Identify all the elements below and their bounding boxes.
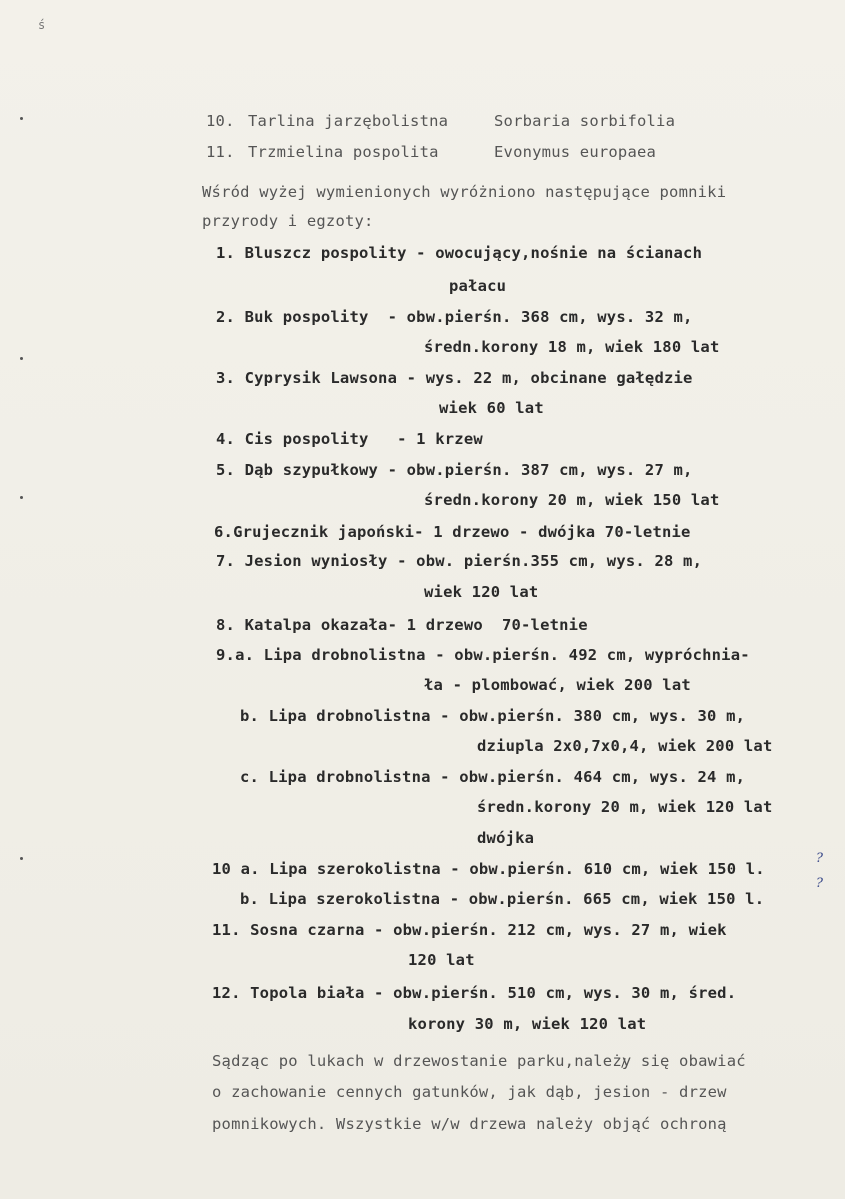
monument-line: ła - plombować, wiek 200 lat [424, 676, 691, 694]
monument-line: 1. Bluszcz pospolity - owocujący,nośnie na ścianach [216, 244, 703, 262]
handwritten-question-mark: ? [816, 851, 823, 866]
monument-line: b. Lipa drobnolistna - obw.pierśn. 380 cm, wys. 30 m, [240, 707, 746, 725]
polish-name: Trzmielina pospolita [248, 143, 439, 161]
monument-line: 11. Sosna czarna - obw.pierśn. 212 cm, wys. 27 m, wiek [212, 921, 727, 939]
monument-line: b. Lipa szerokolistna - obw.pierśn. 665 cm, wiek 150 l. [240, 890, 765, 908]
margin-dot [20, 496, 23, 499]
closing-line: o zachowanie cennych gatunków, jak dąb, jesion - drzew [212, 1083, 727, 1101]
item-number: 10. [206, 112, 235, 130]
monument-line: wiek 120 lat [424, 583, 539, 601]
monument-line: wiek 60 lat [439, 399, 544, 417]
monument-line: 120 lat [408, 951, 475, 969]
monument-line: korony 30 m, wiek 120 lat [408, 1015, 647, 1033]
latin-name: Evonymus europaea [494, 143, 657, 161]
monument-line: średn.korony 20 m, wiek 150 lat [424, 491, 720, 509]
monument-line: średn.korony 18 m, wiek 180 lat [424, 338, 720, 356]
margin-dot [20, 857, 23, 860]
monument-line: 5. Dąb szypułkowy - obw.pierśn. 387 cm, wys. 27 m, [216, 461, 693, 479]
polish-name: Tarlina jarzębolistna [248, 112, 449, 130]
monument-line: 7. Jesion wyniosły - obw. pierśn.355 cm, wys. 28 m, [216, 552, 703, 570]
handwritten-question-mark: ? [816, 876, 823, 891]
corner-mark: ś [38, 18, 46, 32]
closing-line: pomnikowych. Wszystkie w/w drzewa należy objąć ochroną [212, 1115, 727, 1133]
margin-dot [20, 357, 23, 360]
monument-line: 9.a. Lipa drobnolistna - obw.pierśn. 492 cm, wypróchnia- [216, 646, 750, 664]
item-number: 11. [206, 143, 235, 161]
monument-line: 6.Grujecznik japoński- 1 drzewo - dwójka 70-letnie [214, 523, 691, 541]
monument-line: dziupla 2x0,7x0,4, wiek 200 lat [477, 737, 773, 755]
monument-line: 8. Katalpa okazała- 1 drzewo 70-letnie [216, 616, 588, 634]
monument-line: średn.korony 20 m, wiek 120 lat [477, 798, 773, 816]
monument-line: 2. Buk pospolity - obw.pierśn. 368 cm, wys. 32 m, [216, 308, 693, 326]
monument-line: dwójka [477, 829, 535, 847]
latin-name: Sorbaria sorbifolia [494, 112, 676, 130]
closing-line: Sądząc po lukach w drzewostanie parku,należy się obawiać [212, 1052, 746, 1070]
monument-line: 10 a. Lipa szerokolistna - obw.pierśn. 610 cm, wiek 150 l. [212, 860, 765, 878]
intro-line: Wśród wyżej wymienionych wyróżniono następujące pomniki [202, 183, 727, 201]
monument-line: 3. Cyprysik Lawsona - wys. 22 m, obcinane gałędzie [216, 369, 693, 387]
monument-line: 4. Cis pospolity - 1 krzew [216, 430, 483, 448]
intro-line: przyrody i egzoty: [202, 212, 374, 230]
monument-line: pałacu [449, 277, 507, 295]
monument-line: 12. Topola biała - obw.pierśn. 510 cm, wys. 30 m, śred. [212, 984, 737, 1002]
margin-dot [20, 117, 23, 120]
monument-line: c. Lipa drobnolistna - obw.pierśn. 464 cm, wys. 24 m, [240, 768, 746, 786]
